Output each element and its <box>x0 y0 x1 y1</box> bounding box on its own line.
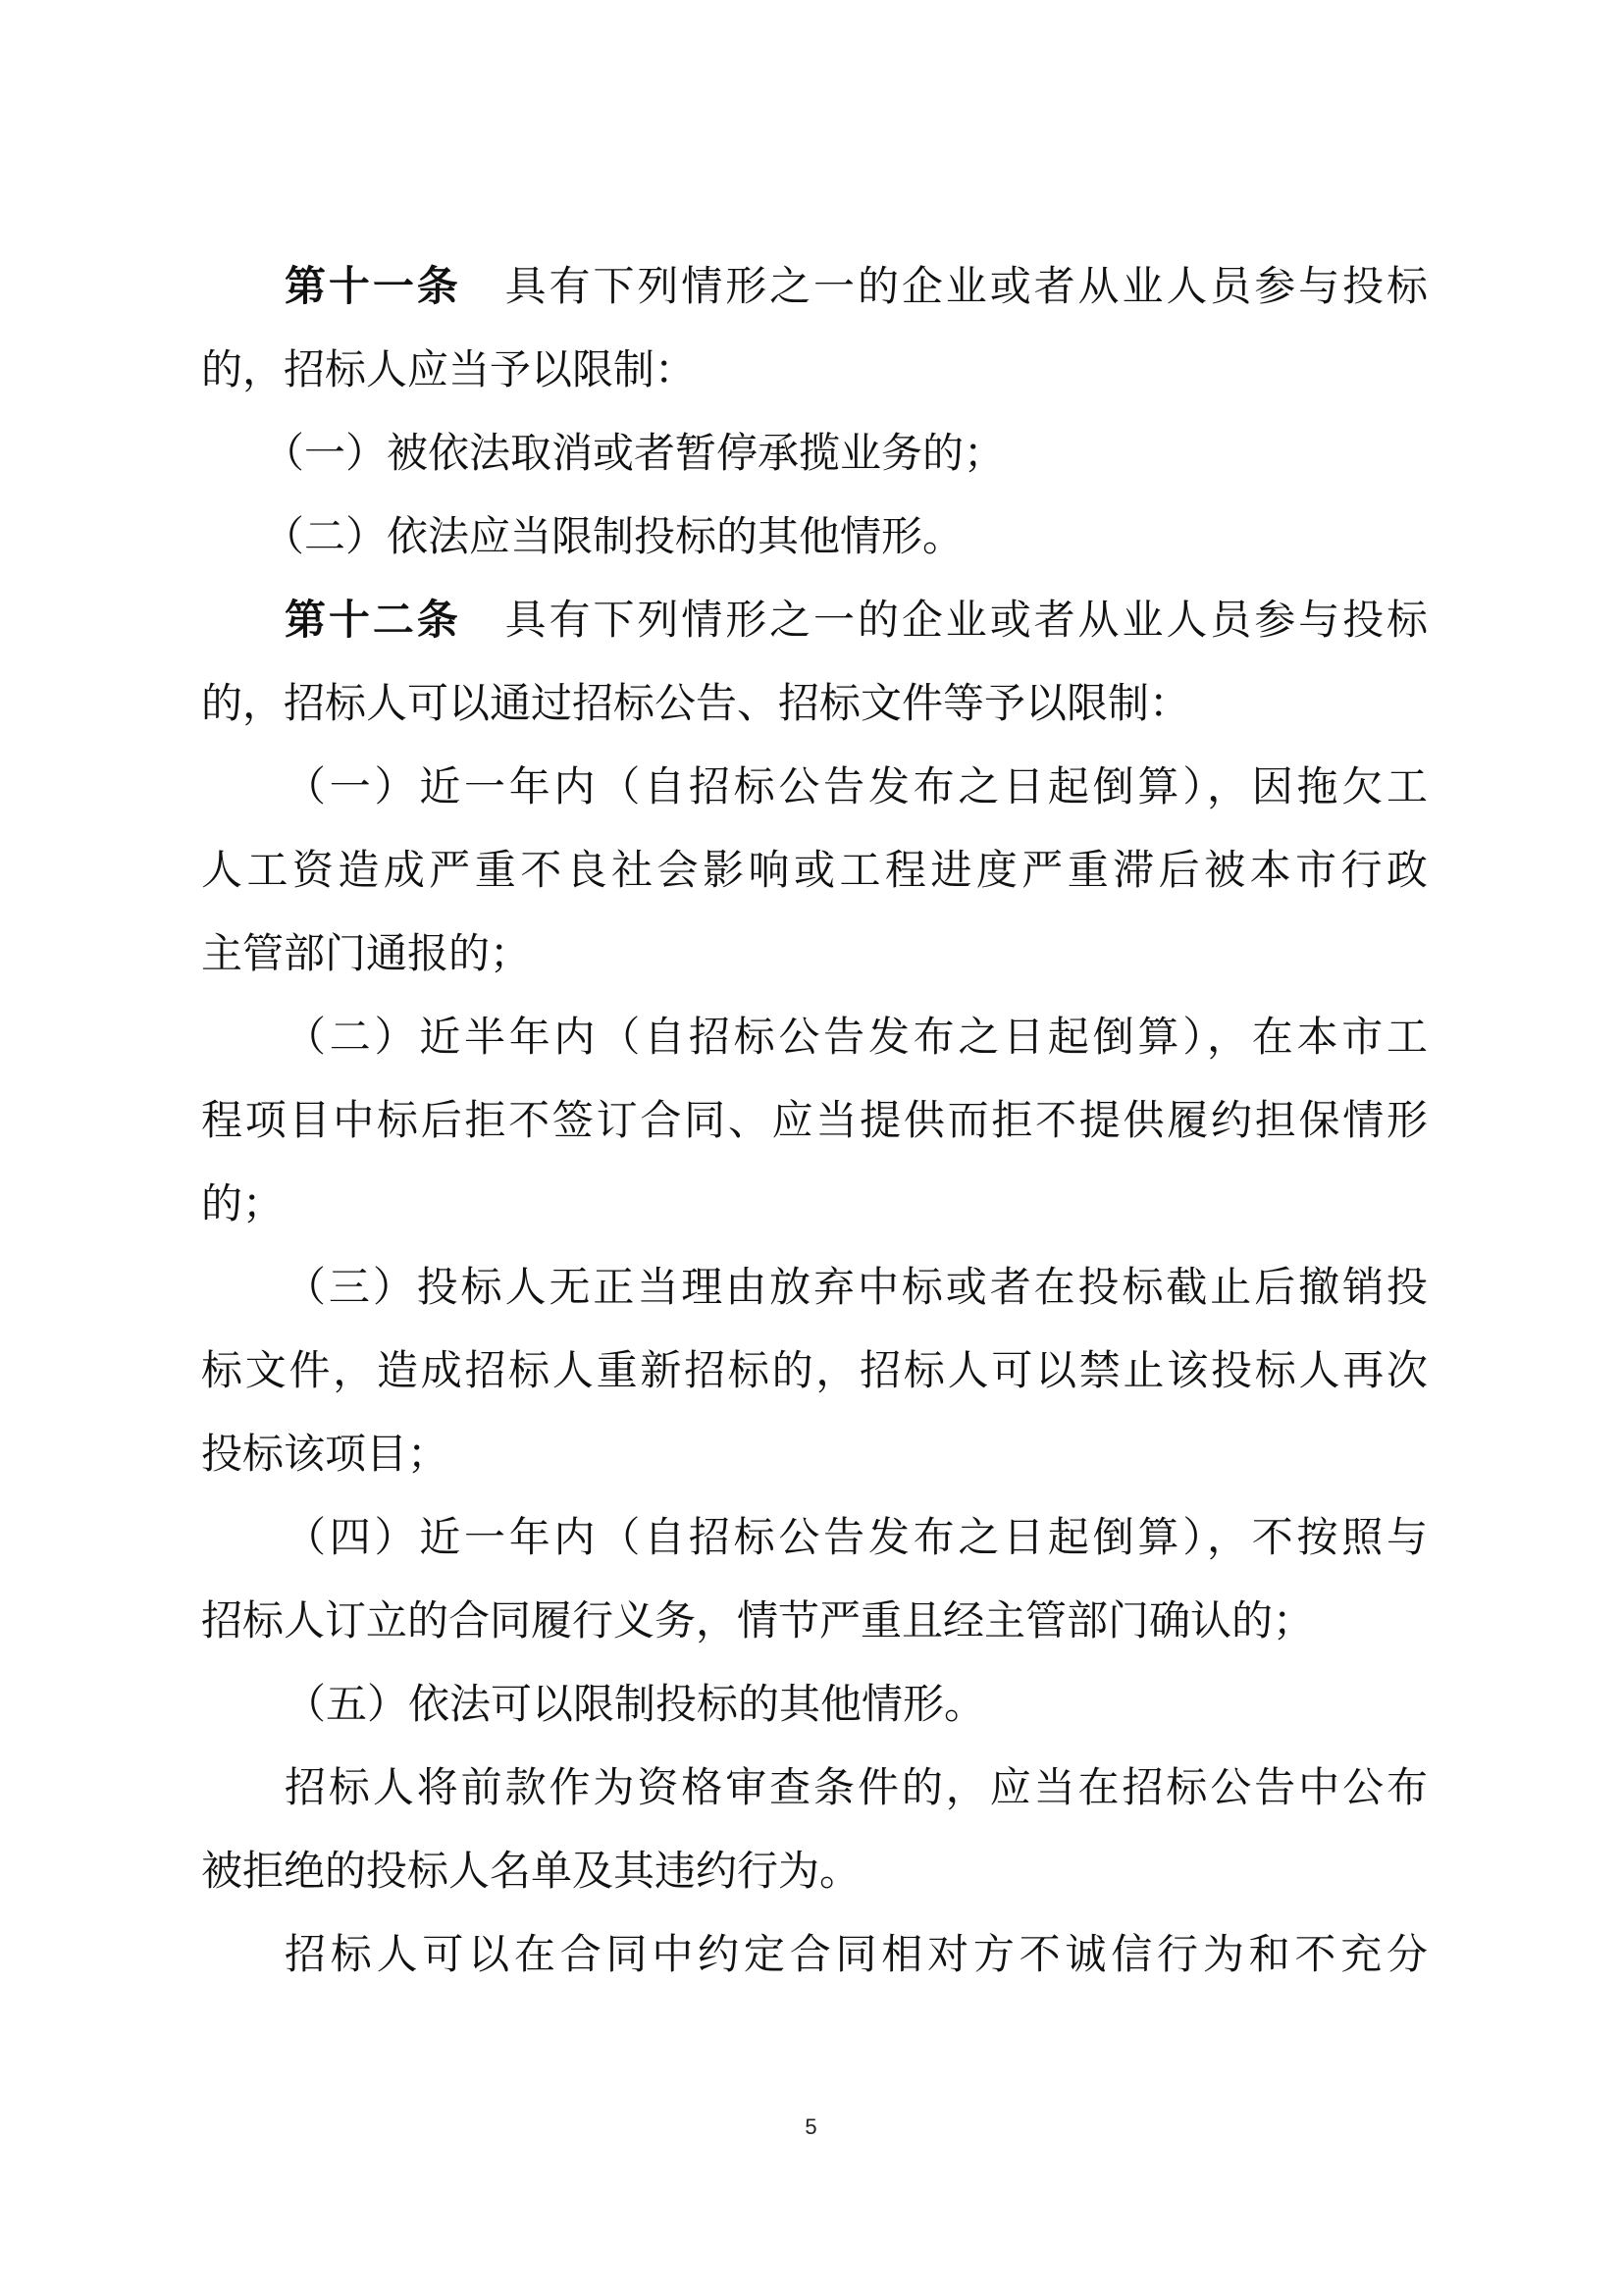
article-12-item-3-line-2: 标文件，造成招标人重新招标的，招标人可以禁止该投标人再次 <box>201 1346 1428 1394</box>
article-11-line-2: 的，招标人应当予以限制： <box>201 345 697 393</box>
article-12-paragraph-2-line-1: 招标人可以在合同中约定合同相对方不诚信行为和不充分 <box>285 1930 1428 1978</box>
article-11-text: 具有下列情形之一的企业或者从业人员参与投标 <box>501 262 1428 310</box>
article-12-item-2-line-3: 的； <box>201 1179 285 1227</box>
article-12-paragraph-1-line-2: 被拒绝的投标人名单及其违约行为。 <box>201 1847 862 1895</box>
article-12-item-2-line-2: 程项目中标后拒不签订合同、应当提供而拒不提供履约担保情形 <box>201 1096 1428 1144</box>
article-12-heading: 第十二条 <box>285 596 461 644</box>
article-12-line-2: 的，招标人可以通过招标公告、招标文件等予以限制： <box>201 679 1191 727</box>
page-number: 5 <box>805 2114 817 2139</box>
article-12-item-4-line-2: 招标人订立的合同履行义务，情节严重且经主管部门确认的； <box>201 1596 1315 1644</box>
article-12-item-3-line-1: （三）投标人无正当理由放弃中标或者在投标截止后撤销投 <box>285 1263 1428 1311</box>
article-12-item-1-line-1: （一）近一年内（自招标公告发布之日起倒算），因拖欠工 <box>285 762 1428 810</box>
article-12-paragraph-1-line-1: 招标人将前款作为资格审查条件的，应当在招标公告中公布 <box>285 1763 1428 1811</box>
article-11-item-1: （一）被依法取消或者暂停承揽业务的； <box>263 429 1006 477</box>
article-12-item-5: （五）依法可以限制投标的其他情形。 <box>285 1680 986 1728</box>
article-12-text: 具有下列情形之一的企业或者从业人员参与投标 <box>501 596 1428 644</box>
article-12-item-1-line-2: 人工资造成严重不良社会影响或工程进度严重滞后被本市行政 <box>201 846 1428 894</box>
article-12-item-4-line-1: （四）近一年内（自招标公告发布之日起倒算），不按照与 <box>285 1513 1428 1561</box>
article-12-item-2-line-1: （二）近半年内（自招标公告发布之日起倒算），在本市工 <box>285 1013 1428 1061</box>
article-11-heading: 第十一条 <box>285 262 461 310</box>
article-11-first-line <box>285 257 1428 316</box>
article-12-item-3-line-3: 投标该项目； <box>201 1430 449 1478</box>
article-11-item-2: （二）依法应当限制投标的其他情形。 <box>263 512 965 560</box>
article-12-first-line <box>285 591 1428 650</box>
article-12-item-1-line-3: 主管部门通报的； <box>201 929 532 977</box>
